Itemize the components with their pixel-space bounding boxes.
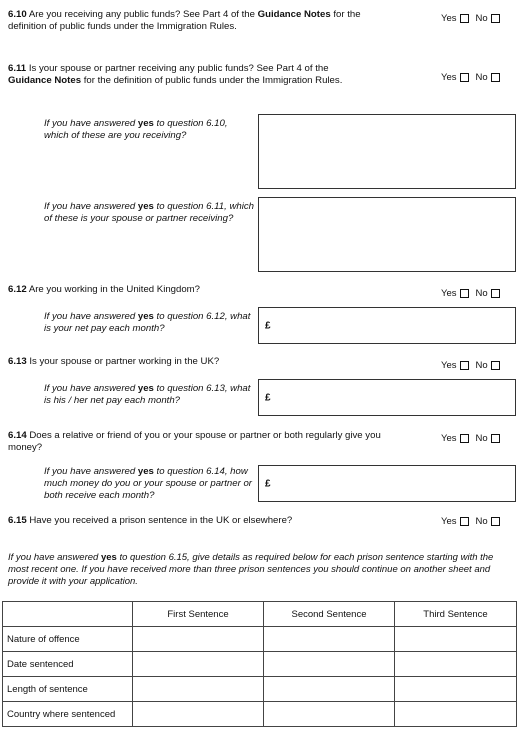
yes-checkbox[interactable] bbox=[460, 361, 469, 370]
second-sentence-cell[interactable] bbox=[264, 652, 395, 677]
question-6-10: 6.10 Are you receiving any public funds? See Part 4 of the Guidance Notes for the definition of public funds under the Immigration Rules. bbox=[8, 9, 361, 32]
no-checkbox[interactable] bbox=[491, 73, 500, 82]
yes-checkbox[interactable] bbox=[460, 14, 469, 23]
conditional-6-14: If you have answered yes to question 6.14, how much money do you or your spouse or partner or both receive each month? bbox=[44, 466, 252, 501]
yes-no-6-11: Yes No bbox=[441, 72, 504, 83]
pound-sign: £ bbox=[265, 392, 271, 403]
net-pay-field-6-13[interactable] bbox=[258, 379, 516, 416]
second-sentence-cell[interactable] bbox=[264, 702, 395, 727]
net-pay-field-6-12[interactable] bbox=[258, 307, 516, 344]
table-header-row bbox=[3, 602, 517, 627]
question-number: 6.11 bbox=[8, 63, 27, 74]
third-sentence-cell[interactable] bbox=[395, 627, 517, 652]
question-6-14: 6.14 Does a relative or friend of you or your spouse or partner or both regularly give you money? bbox=[8, 430, 381, 453]
question-number: 6.13 bbox=[8, 356, 27, 367]
prison-sentence-instructions: If you have answered yes to question 6.15, give details as required below for each prison sentence starting with the most recent one. If you have received more than three prison sentences you should continue on another sheet and provide it with your application. bbox=[8, 552, 494, 587]
yes-checkbox[interactable] bbox=[460, 434, 469, 443]
answer-box-6-11[interactable] bbox=[258, 197, 516, 272]
second-sentence-cell[interactable] bbox=[264, 627, 395, 652]
conditional-6-13: If you have answered yes to question 6.13, what is his / her net pay each month? bbox=[44, 383, 251, 406]
pound-sign: £ bbox=[265, 478, 271, 489]
question-number: 6.12 bbox=[8, 284, 27, 295]
first-sentence-cell[interactable] bbox=[133, 677, 264, 702]
conditional-6-12: If you have answered yes to question 6.12, what is your net pay each month? bbox=[44, 311, 251, 334]
third-sentence-cell[interactable] bbox=[395, 652, 517, 677]
first-sentence-cell[interactable] bbox=[133, 627, 264, 652]
header-blank bbox=[3, 602, 133, 627]
yes-no-6-13: Yes No bbox=[441, 360, 504, 371]
row-label-nature-of-offence: Nature of offence bbox=[3, 627, 133, 652]
no-checkbox[interactable] bbox=[491, 361, 500, 370]
question-6-11: 6.11 Is your spouse or partner receiving any public funds? See Part 4 of the Guidance Notes for the definition of public funds under the Immigration Rules. bbox=[8, 63, 343, 86]
table-row bbox=[3, 677, 517, 702]
conditional-6-10: If you have answered yes to question 6.10, which of these are you receiving? bbox=[44, 118, 228, 141]
yes-no-6-14: Yes No bbox=[441, 433, 504, 444]
row-label-country-where-sentenced: Country where sentenced bbox=[3, 702, 133, 727]
money-received-field-6-14[interactable] bbox=[258, 465, 516, 502]
question-number: 6.14 bbox=[8, 430, 27, 441]
header-third-sentence: Third Sentence bbox=[395, 602, 517, 627]
yes-no-6-12: Yes No bbox=[441, 288, 504, 299]
yes-checkbox[interactable] bbox=[460, 517, 469, 526]
no-checkbox[interactable] bbox=[491, 434, 500, 443]
header-first-sentence: First Sentence bbox=[133, 602, 264, 627]
no-checkbox[interactable] bbox=[491, 14, 500, 23]
yes-checkbox[interactable] bbox=[460, 289, 469, 298]
table-row bbox=[3, 652, 517, 677]
third-sentence-cell[interactable] bbox=[395, 677, 517, 702]
question-6-15: 6.15 Have you received a prison sentence in the UK or elsewhere? bbox=[8, 515, 293, 526]
question-6-12: 6.12 Are you working in the United Kingdom? bbox=[8, 284, 201, 295]
pound-sign: £ bbox=[265, 320, 271, 331]
question-number: 6.10 bbox=[8, 9, 27, 20]
header-second-sentence: Second Sentence bbox=[264, 602, 395, 627]
question-number: 6.15 bbox=[8, 515, 27, 526]
no-checkbox[interactable] bbox=[491, 517, 500, 526]
no-checkbox[interactable] bbox=[491, 289, 500, 298]
third-sentence-cell[interactable] bbox=[395, 702, 517, 727]
table-row bbox=[3, 702, 517, 727]
second-sentence-cell[interactable] bbox=[264, 677, 395, 702]
first-sentence-cell[interactable] bbox=[133, 702, 264, 727]
table-row bbox=[3, 627, 517, 652]
first-sentence-cell[interactable] bbox=[133, 652, 264, 677]
prison-sentence-table bbox=[2, 601, 517, 727]
answer-box-6-10[interactable] bbox=[258, 114, 516, 189]
yes-no-6-15: Yes No bbox=[441, 516, 504, 527]
row-label-date-sentenced: Date sentenced bbox=[3, 652, 133, 677]
yes-no-6-10: Yes No bbox=[441, 13, 504, 24]
row-label-length-of-sentence: Length of sentence bbox=[3, 677, 133, 702]
question-6-13: 6.13 Is your spouse or partner working in the UK? bbox=[8, 356, 220, 367]
conditional-6-11: If you have answered yes to question 6.11, which of these is your spouse or partner receiving? bbox=[44, 201, 254, 224]
yes-checkbox[interactable] bbox=[460, 73, 469, 82]
